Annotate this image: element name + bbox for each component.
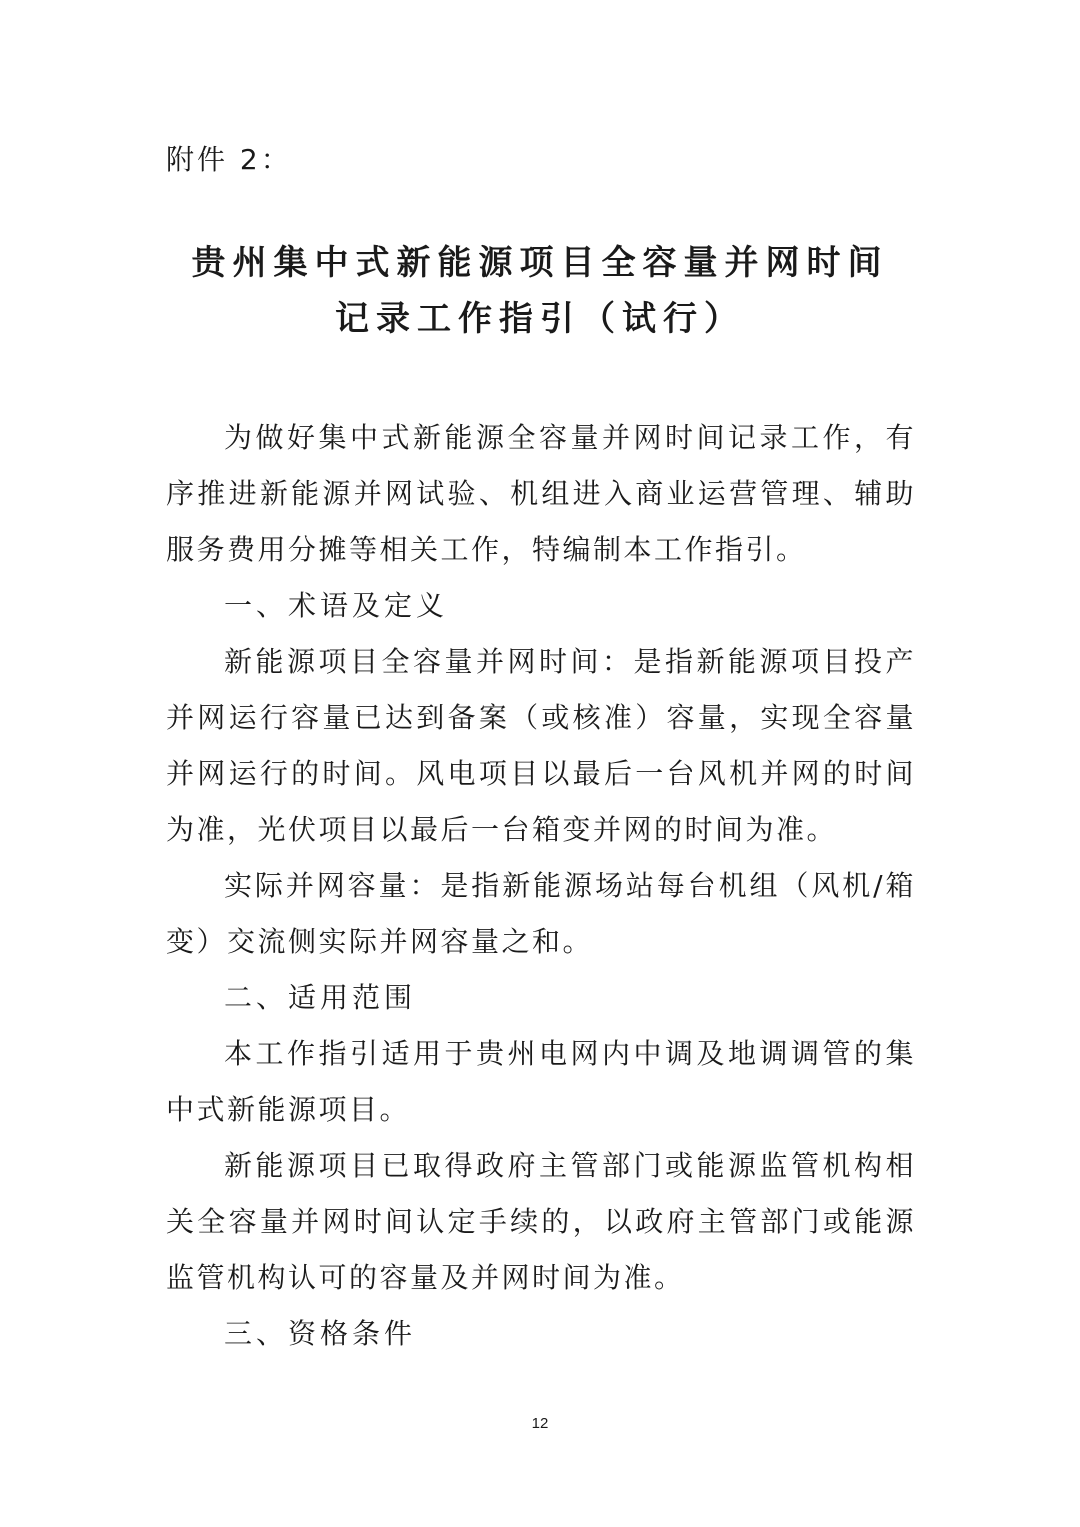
scope-paragraph-2: 新能源项目已取得政府主管部门或能源监管机构相关全容量并网时间认定手续的，以政府主管部门或能源监管机构认可的容量及并网时间为准。	[166, 1149, 916, 1294]
document-title-line-2: 记录工作指引（试行）	[335, 299, 745, 339]
scope-paragraph-1: 本工作指引适用于贵州电网内中调及地调调管的集中式新能源项目。	[166, 1037, 916, 1126]
section-heading-qualification: 三、资格条件	[224, 1317, 417, 1350]
intro-paragraph: 为做好集中式新能源全容量并网时间记录工作，有序推进新能源并网试验、机组进入商业运营管理、辅助服务费用分摊等相关工作，特编制本工作指引。	[166, 421, 916, 566]
section-heading-scope: 二、适用范围	[224, 981, 417, 1014]
page-number: 12	[531, 1415, 549, 1432]
definition-full-capacity-time: 新能源项目全容量并网时间：是指新能源项目投产并网运行容量已达到备案（或核准）容量，实现全容量并网运行的时间。风电项目以最后一台风机并网的时间为准，光伏项目以最后一台箱变并网的时间为准。	[166, 645, 916, 846]
document-title-line-1: 贵州集中式新能源项目全容量并网时间	[191, 243, 889, 283]
attachment-label: 附件 2：	[166, 143, 292, 176]
definition-actual-capacity: 实际并网容量：是指新能源场站每台机组（风机/箱变）交流侧实际并网容量之和。	[166, 869, 916, 958]
section-heading-terms: 一、术语及定义	[224, 589, 449, 622]
document-body	[166, 410, 916, 1362]
